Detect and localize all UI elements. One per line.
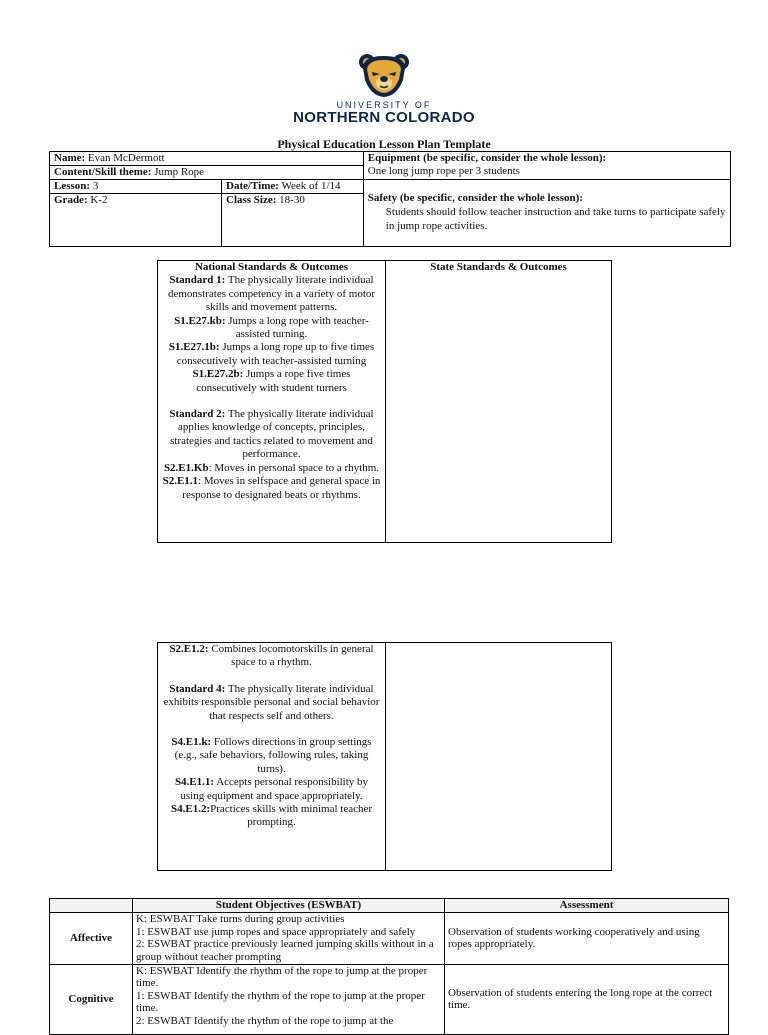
theme-value: Jump Rope	[154, 166, 205, 178]
objectives-column-header: Student Objectives (ESWBAT)	[133, 899, 445, 913]
state-standards-cell-continued	[386, 643, 612, 871]
grade-cell: Grade: K-2	[50, 194, 222, 247]
standard-4: Standard 4: The physically literate individual exhibits responsible personal and social behavior that respects self and others.	[163, 682, 380, 722]
outcome-s4-k: S4.E1.k: Follows directions in group settings (e.g., safe behaviors, following rules, taking turns).	[171, 736, 372, 775]
national-standards-cell	[158, 261, 386, 543]
affective-assessment: Observation of students working cooperatively and using ropes appropriately.	[445, 912, 729, 964]
state-standards-cell	[386, 261, 612, 543]
date-cell: Date/Time: Week of 1/14	[222, 180, 364, 194]
class-size-value: 18-30	[279, 194, 305, 206]
logo-line2: NORTHERN COLORADO	[293, 109, 475, 126]
standards-table-continued	[157, 642, 612, 871]
date-value: Week of 1/14	[281, 180, 341, 192]
outcome-s2-1: S2.E1.1: Moves in selfspace and general space in response to designated beats or rhythms.	[162, 475, 381, 501]
cognitive-label: Cognitive	[50, 964, 133, 1034]
cognitive-assessment: Observation of students entering the long rope at the correct time.	[445, 964, 729, 1034]
outcome-s4-1: S4.E1.1: Accepts personal responsibility by using equipment and space appropriately.	[174, 776, 369, 802]
assessment-column-header: Assessment	[445, 899, 729, 913]
objectives-corner	[50, 899, 133, 913]
outcome-s2-2: S2.E1.2: Combines locomotorskills in general space to a rhythm.	[169, 643, 374, 669]
outcome-s1-2b: S1.E27.2b: Jumps a rope five times consecutively with student turners	[192, 368, 351, 394]
logo-line1: UNIVERSITY OF	[336, 100, 432, 110]
bear-mascot-icon	[357, 52, 411, 98]
equipment-value: One long jump rope per 3 students	[367, 165, 520, 177]
class-size-cell: Class Size: 18-30	[222, 194, 364, 247]
outcome-s1-kb: S1.E27.kb: Jumps a long rope with teacher-assisted turning.	[174, 314, 369, 341]
national-standards-cell-continued	[158, 643, 386, 871]
safety-value: Students should follow teacher instruction and take turns to participate safely in jump rope activities.	[385, 206, 726, 232]
university-logo	[288, 52, 480, 132]
name-cell: Name: Evan McDermott	[50, 152, 364, 166]
affective-label: Affective	[50, 912, 133, 964]
lesson-cell: Lesson: 3	[50, 180, 222, 194]
outcome-s2-kb: S2.E1.Kb: Moves in personal space to a rhythm.	[163, 461, 380, 474]
equipment-cell: Equipment (be specific, consider the whole lesson): One long jump rope per 3 students	[363, 152, 730, 180]
affective-objectives: K: ESWBAT Take turns during group activities 1: ESWBAT use jump ropes and space appropriately and safely 2: ESWBAT practice previously learned jumping skills without in a group without teacher prompting	[133, 912, 445, 964]
national-standards-header: National Standards & Outcomes	[194, 261, 349, 273]
cognitive-objectives: K: ESWBAT Identify the rhythm of the rope to jump at the proper time. 1: ESWBAT Identify the rhythm of the rope to jump at the proper time. 2: ESWBAT Identify the rhythm of the rope to jump at the	[133, 964, 445, 1034]
safety-cell: Safety (be specific, consider the whole lesson): Students should follow teacher instruction and take turns to participate safely in jump rope activities.	[363, 180, 730, 247]
outcome-s1-1b: S1.E27.1b: Jumps a long rope up to five times consecutively with teacher-assisted turning	[168, 341, 375, 367]
outcome-s4-2: S4.E1.2:Practices skills with minimal teacher prompting.	[170, 803, 373, 829]
state-standards-header: State Standards & Outcomes	[430, 261, 567, 273]
objectives-table	[49, 898, 729, 1035]
standard-2: Standard 2: The physically literate individual applies knowledge of concepts, principles, strategies and tactics related to movement and performance.	[169, 408, 374, 461]
standard-1: Standard 1: The physically literate individual demonstrates competency in a variety of motor skills and movement patterns.	[167, 274, 376, 314]
standards-table	[157, 260, 612, 543]
theme-cell: Content/Skill theme: Jump Rope	[50, 166, 364, 180]
teacher-name: Evan McDermott	[87, 152, 165, 164]
lesson-header-table	[49, 151, 731, 247]
grade-value: K-2	[90, 194, 108, 206]
document-title: Physical Education Lesson Plan Template	[277, 137, 491, 151]
lesson-value: 3	[92, 180, 99, 192]
